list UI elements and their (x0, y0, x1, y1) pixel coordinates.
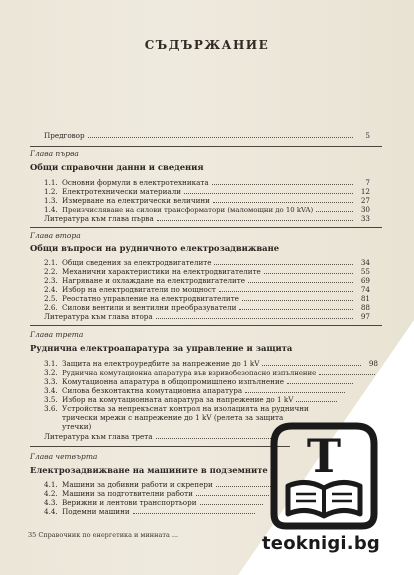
toc-item[interactable]: 3.2. Руднична комутационна апаратура във взривобезопасно изпълнение (44, 368, 378, 378)
chapter-label: Глава първа (30, 149, 79, 158)
divider (30, 325, 382, 326)
chapter-heading: Общи въпроси на рудничното електрозадвижване (30, 243, 280, 253)
chapter-heading: Общи справочни данни и сведения (30, 162, 204, 172)
toc-item[interactable]: 4.4. Подемни машини (44, 507, 258, 516)
chapter-label: Глава трета (30, 330, 84, 339)
toc-item[interactable]: 3.3. Комутационна апаратура в общопромишлено изпълнение (44, 377, 356, 386)
chapter-heading: Руднична електроапаратура за управление и защита (30, 343, 293, 353)
toc-literature[interactable]: Литература към глава трета (44, 432, 274, 441)
toc-item[interactable]: 3.6. Устройства за непрекъснат контрол на изолацията на руднични (44, 404, 309, 413)
toc-preface[interactable]: Предговор 5 (44, 131, 370, 140)
toc-item[interactable]: 2.4. Избор на електродвигатели по мощност 74 (44, 285, 370, 294)
toc-item[interactable]: 4.2. Машини за подготвителни работи (44, 489, 272, 498)
toc-item[interactable]: 3.4. Силова безконтактна комутационна апаратура (44, 386, 348, 395)
divider (30, 446, 290, 447)
toc-item[interactable]: 1.2. Електротехнически материали 12 (44, 187, 370, 196)
toc-item[interactable]: 1.4. Преизчисляване на силови трансформатори (маломощни до 10 kVA) 30 (44, 205, 370, 214)
toc-item[interactable]: 3.5. Избор на комутационната апаратура за напрежение до 1 kV (44, 395, 340, 404)
chapter-label: Глава четвърта (30, 452, 98, 461)
toc-item-continued: трически мрежи с напрежение до 1 kV (релета за защита (62, 413, 284, 422)
divider (30, 146, 382, 147)
toc-item[interactable]: 4.3. Верижни и лентови транспортьори (44, 498, 266, 507)
divider (30, 227, 382, 228)
toc-item[interactable]: 3.1. Защита на електроуредбите за напрежение до 1 kV 98 (44, 359, 378, 368)
toc-item[interactable]: 2.2. Механични характеристики на електродвигателите 55 (44, 267, 370, 276)
toc-item[interactable]: 4.1. Машини за добивни работи и скрепери (44, 480, 280, 489)
logo-text: teoknigi.bg (262, 533, 380, 554)
toc-item[interactable]: 2.6. Силови вентили и вентилни преобразуватели 88 (44, 303, 370, 312)
toc-literature[interactable]: Литература към глава втора 97 (44, 312, 370, 321)
toc-item[interactable]: 1.1. Основни формули в електротехниката 7 (44, 178, 370, 187)
toc-item[interactable]: 2.3. Нагряване и охлаждане на електродвигателите 69 (44, 276, 370, 285)
toc-literature[interactable]: Литература към глава първа 33 (44, 214, 370, 223)
svg-text:T: T (306, 429, 342, 483)
toc-item[interactable]: 2.5. Реостатно управление на електродвигателите 81 (44, 294, 370, 303)
page-footer: 35 Справочник по енергетика и минната ... (28, 531, 179, 539)
chapter-label: Глава втора (30, 231, 81, 240)
toc-item[interactable]: 1.3. Измерване на електрически величини 27 (44, 196, 370, 205)
chapter-heading: Електрозадвижване на машините в подземните (30, 465, 268, 475)
toc-item-continued: утечки) (62, 422, 92, 431)
page-title: СЪДЪРЖАНИЕ (144, 38, 270, 52)
toc-item[interactable]: 2.1. Общи сведения за електродвигателите 34 (44, 258, 370, 267)
